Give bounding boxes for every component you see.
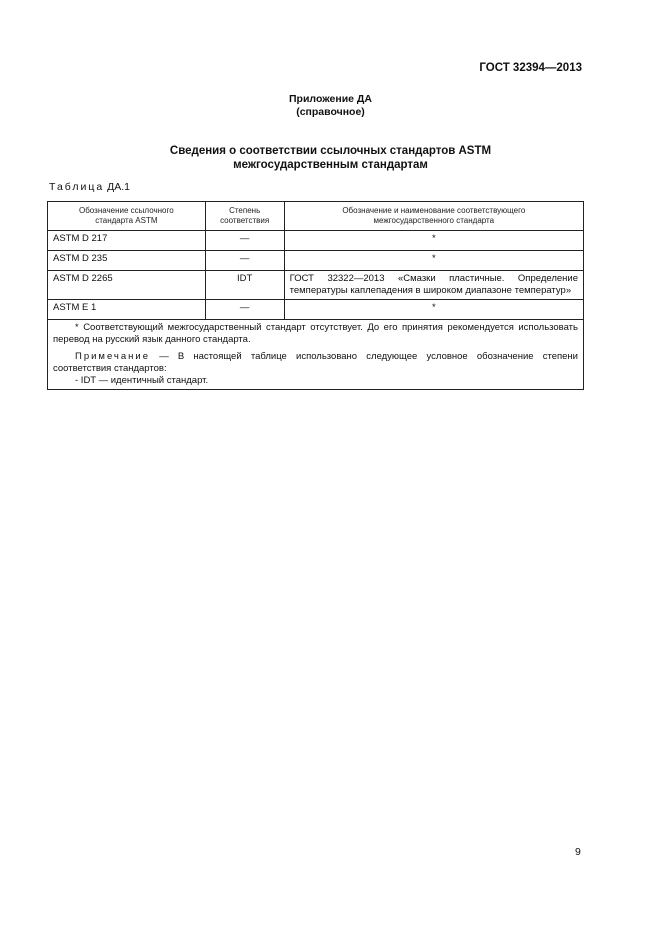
table-header-row: [48, 202, 584, 231]
cell-name: *: [284, 231, 583, 251]
cell-degree: IDT: [205, 271, 284, 300]
correspondence-table: [47, 201, 584, 390]
cell-standard: ASTM D 217: [48, 231, 206, 251]
appendix-subtitle: (справочное): [296, 106, 365, 118]
section-heading-line-2: межгосударственным стандартам: [233, 159, 428, 171]
section-heading-line-1: Сведения о соответствии ссылочных стандартов ASTM: [169, 145, 492, 157]
cell-standard: ASTM D 2265: [48, 271, 206, 300]
cell-degree: —: [205, 300, 284, 320]
note-item: - IDT — идентичный стандарт.: [75, 375, 209, 386]
table-label-word: Таблица: [49, 181, 105, 193]
table-footnote-cell: [48, 320, 584, 390]
note: [53, 351, 578, 375]
appendix-title-block: [0, 93, 661, 119]
cell-degree: —: [205, 231, 284, 251]
section-heading: [0, 144, 661, 172]
table-row: [48, 231, 584, 251]
page-number: 9: [575, 846, 581, 858]
cell-standard: ASTM D 235: [48, 251, 206, 271]
table-row: [48, 271, 584, 300]
footnote: * Соответствующий межгосударственный стандарт отсутствует. До его принятия рекомендуется использовать перевод на русский язык данного стандарта.: [53, 322, 578, 345]
note-label: Примечание: [75, 351, 150, 362]
cell-name: *: [284, 300, 583, 320]
cell-name: ГОСТ 32322—2013 «Смазки пластичные. Определение температуры каплепадения в широком диапазоне температур»: [284, 271, 583, 300]
note-text: — В настоящей таблице использовано следующее условное обозначение степени соответствия стандартов:: [53, 351, 578, 374]
document-code: ГОСТ 32394—2013: [479, 62, 582, 74]
table-footer-row: [48, 320, 584, 390]
header-standard: Обозначение ссылочного стандарта ASTM: [48, 202, 206, 231]
table-row: [48, 251, 584, 271]
table-label: [49, 181, 130, 193]
cell-standard: ASTM E 1: [48, 300, 206, 320]
cell-degree: —: [205, 251, 284, 271]
cell-name: *: [284, 251, 583, 271]
table-label-number: ДА.1: [107, 181, 130, 193]
appendix-title: Приложение ДА: [289, 93, 372, 105]
table-row: [48, 300, 584, 320]
header-degree: Степень соответствия: [205, 202, 284, 231]
header-interstate-standard: Обозначение и наименование соответствующего межгосударственного стандарта: [284, 202, 583, 231]
